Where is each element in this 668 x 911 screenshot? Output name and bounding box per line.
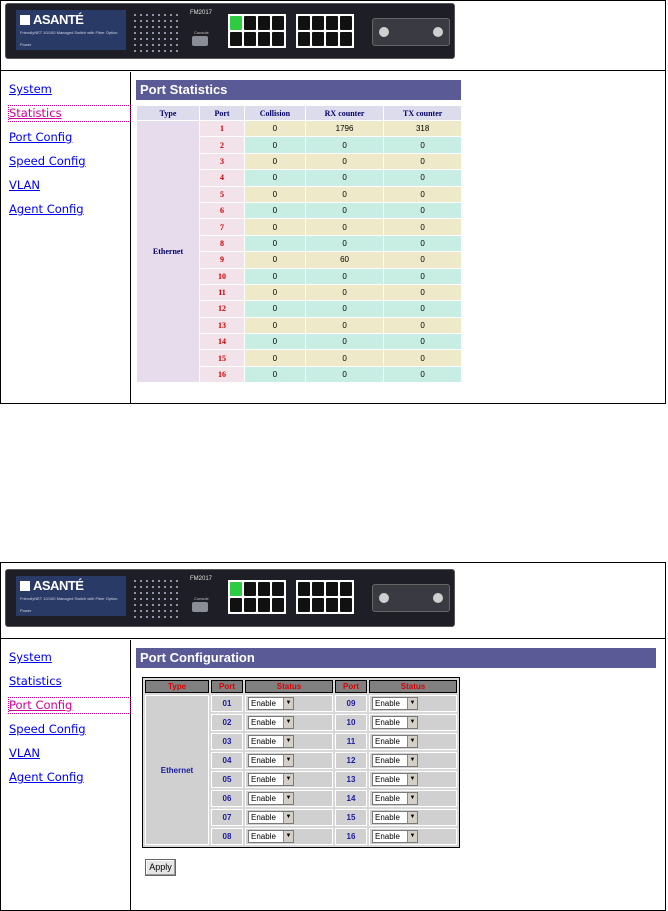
- port-status-select[interactable]: [372, 830, 418, 843]
- rx-counter-cell: 0: [306, 350, 384, 365]
- rx-counter-cell: 0: [306, 269, 384, 284]
- device-header: [1, 1, 665, 71]
- model-label: FM2017: [190, 576, 213, 582]
- port-icon: [340, 16, 352, 30]
- type-cell: Ethernet: [145, 695, 209, 845]
- sidebar-nav: [1, 640, 131, 910]
- nav-link-system[interactable]: System: [9, 650, 52, 664]
- nav-link-port-config[interactable]: Port Config: [9, 130, 73, 144]
- select-value: Enable: [375, 832, 400, 841]
- brand-logo: ASANTÉ: [33, 12, 84, 27]
- select-value: Enable: [251, 756, 276, 765]
- switch-front-panel: [5, 569, 455, 627]
- status-cell: [369, 695, 457, 712]
- port-status-select[interactable]: [372, 773, 418, 786]
- chevron-down-icon: ▼: [283, 736, 293, 747]
- select-value: Enable: [251, 737, 276, 746]
- rx-counter-cell: 0: [306, 334, 384, 349]
- collision-cell: 0: [245, 121, 305, 136]
- tx-counter-cell: 0: [384, 318, 461, 333]
- port-number-cell: 15: [335, 809, 367, 826]
- port-status-select[interactable]: [372, 792, 418, 805]
- port-icon: [258, 582, 270, 596]
- port-cell: 4: [200, 170, 244, 185]
- select-value: Enable: [251, 718, 276, 727]
- chevron-down-icon: ▼: [283, 717, 293, 728]
- tx-counter-cell: 0: [384, 285, 461, 300]
- column-header-port: Port: [211, 680, 243, 693]
- page-title: Port Configuration: [136, 648, 656, 668]
- port-number-cell: 02: [211, 714, 243, 731]
- collision-cell: 0: [245, 285, 305, 300]
- page-title: Port Statistics: [136, 80, 461, 100]
- tx-counter-cell: 0: [384, 137, 461, 152]
- nav-link-agent-config[interactable]: Agent Config: [9, 202, 84, 216]
- port-icon: [340, 598, 352, 612]
- nav-link-speed-config[interactable]: Speed Config: [9, 722, 86, 736]
- chevron-down-icon: ▼: [407, 698, 417, 709]
- collision-cell: 0: [245, 318, 305, 333]
- tx-counter-cell: 0: [384, 350, 461, 365]
- port-cell: 16: [200, 367, 244, 382]
- port-icon: [326, 582, 338, 596]
- rx-counter-cell: 1796: [306, 121, 384, 136]
- power-label: Power: [20, 42, 32, 47]
- port-status-select[interactable]: [248, 754, 294, 767]
- port-icon: [272, 582, 284, 596]
- select-value: Enable: [375, 718, 400, 727]
- nav-link-speed-config[interactable]: Speed Config: [9, 154, 86, 168]
- select-value: Enable: [375, 699, 400, 708]
- rx-counter-cell: 0: [306, 301, 384, 316]
- collision-cell: 0: [245, 187, 305, 202]
- device-description: FriendlyNET 10/100 Managed Switch with Fiber Option: [20, 30, 118, 35]
- collision-cell: 0: [245, 350, 305, 365]
- rx-counter-cell: 0: [306, 285, 384, 300]
- tx-counter-cell: 0: [384, 187, 461, 202]
- rx-counter-cell: 0: [306, 236, 384, 251]
- device-description: FriendlyNET 10/100 Managed Switch with Fiber Option: [20, 596, 118, 601]
- status-cell: [369, 752, 457, 769]
- chevron-down-icon: ▼: [283, 698, 293, 709]
- console-label: Console: [194, 30, 209, 35]
- port-status-select[interactable]: [248, 735, 294, 748]
- status-cell: [369, 714, 457, 731]
- status-cell: [369, 733, 457, 750]
- tx-counter-cell: 318: [384, 121, 461, 136]
- fiber-socket-icon: [433, 27, 443, 37]
- status-cell: [245, 714, 333, 731]
- nav-link-vlan[interactable]: VLAN: [9, 746, 41, 760]
- select-value: Enable: [375, 737, 400, 746]
- port-number-cell: 08: [211, 828, 243, 845]
- status-cell: [369, 790, 457, 807]
- statistics-screen: [0, 0, 666, 404]
- port-icon: [326, 598, 338, 612]
- nav-link-vlan[interactable]: VLAN: [9, 178, 41, 192]
- logo-mark-icon: [20, 581, 30, 591]
- collision-cell: 0: [245, 219, 305, 234]
- chevron-down-icon: ▼: [407, 812, 417, 823]
- power-label: Power: [20, 608, 32, 613]
- select-value: Enable: [251, 794, 276, 803]
- port-icon: [244, 598, 256, 612]
- collision-cell: 0: [245, 236, 305, 251]
- port-icon: [326, 16, 338, 30]
- collision-cell: 0: [245, 252, 305, 267]
- port-status-select[interactable]: [372, 754, 418, 767]
- port-status-select[interactable]: [372, 716, 418, 729]
- status-cell: [245, 828, 333, 845]
- tx-counter-cell: 0: [384, 219, 461, 234]
- port-number-cell: 09: [335, 695, 367, 712]
- chevron-down-icon: ▼: [407, 774, 417, 785]
- fiber-socket-icon: [433, 593, 443, 603]
- port-number-cell: 01: [211, 695, 243, 712]
- rx-counter-cell: 0: [306, 154, 384, 169]
- nav-link-port-config[interactable]: Port Config: [9, 698, 130, 713]
- port-icon: [272, 16, 284, 30]
- port-cell: 2: [200, 137, 244, 152]
- port-cell: 1: [200, 121, 244, 136]
- port-status-select[interactable]: [372, 735, 418, 748]
- rx-counter-cell: 0: [306, 318, 384, 333]
- port-icon: [312, 16, 324, 30]
- apply-button[interactable]: Apply: [145, 859, 176, 876]
- port-cell: 14: [200, 334, 244, 349]
- port-cell: 8: [200, 236, 244, 251]
- select-value: Enable: [251, 775, 276, 784]
- port-cell: 12: [200, 301, 244, 316]
- port-cell: 9: [200, 252, 244, 267]
- port-status-select[interactable]: [248, 773, 294, 786]
- type-cell: Ethernet: [137, 121, 199, 382]
- port-icon: [258, 32, 270, 46]
- fiber-socket-icon: [379, 27, 389, 37]
- port-number-cell: 06: [211, 790, 243, 807]
- rx-counter-cell: 0: [306, 219, 384, 234]
- status-leds: [132, 578, 182, 620]
- table-header-row: [137, 106, 461, 120]
- rx-counter-cell: 0: [306, 170, 384, 185]
- chevron-down-icon: ▼: [283, 793, 293, 804]
- status-cell: [245, 733, 333, 750]
- chevron-down-icon: ▼: [407, 717, 417, 728]
- port-number-cell: 04: [211, 752, 243, 769]
- port-status-select[interactable]: [248, 811, 294, 824]
- port-icon: [244, 582, 256, 596]
- status-leds: [132, 12, 182, 54]
- rx-counter-cell: 60: [306, 252, 384, 267]
- sidebar-nav: [1, 72, 131, 403]
- port-icon: [298, 598, 310, 612]
- console-port-icon: [192, 602, 208, 612]
- port-icon: [312, 32, 324, 46]
- fiber-socket-icon: [379, 593, 389, 603]
- port-cell: 13: [200, 318, 244, 333]
- table-header-row: [145, 680, 457, 693]
- brand-logo: ASANTÉ: [33, 578, 84, 593]
- port-cell: 11: [200, 285, 244, 300]
- port-icon: [272, 32, 284, 46]
- chevron-down-icon: ▼: [407, 831, 417, 842]
- port-cell: 10: [200, 269, 244, 284]
- port-number-cell: 10: [335, 714, 367, 731]
- brand-plate: [16, 10, 126, 50]
- table-row: [137, 121, 461, 136]
- port-icon: [340, 32, 352, 46]
- main-content: [132, 72, 665, 403]
- port-icon: [230, 598, 242, 612]
- status-cell: [245, 771, 333, 788]
- column-header-collision: Collision: [245, 106, 305, 120]
- port-icon: [244, 32, 256, 46]
- port-number-cell: 13: [335, 771, 367, 788]
- status-cell: [369, 809, 457, 826]
- logo-mark-icon: [20, 15, 30, 25]
- column-header-port: Port: [335, 680, 367, 693]
- rx-counter-cell: 0: [306, 137, 384, 152]
- chevron-down-icon: ▼: [407, 755, 417, 766]
- status-cell: [245, 809, 333, 826]
- nav-link-agent-config[interactable]: Agent Config: [9, 770, 84, 784]
- tx-counter-cell: 0: [384, 236, 461, 251]
- collision-cell: 0: [245, 334, 305, 349]
- port-icon: [298, 32, 310, 46]
- select-value: Enable: [251, 832, 276, 841]
- port-group-right: [296, 580, 354, 614]
- brand-plate: [16, 576, 126, 616]
- port-status-select[interactable]: [248, 716, 294, 729]
- port-cell: 6: [200, 203, 244, 218]
- collision-cell: 0: [245, 154, 305, 169]
- tx-counter-cell: 0: [384, 269, 461, 284]
- tx-counter-cell: 0: [384, 334, 461, 349]
- port-status-select[interactable]: [248, 697, 294, 710]
- nav-link-statistics[interactable]: Statistics: [9, 106, 130, 121]
- model-label: FM2017: [190, 10, 213, 16]
- column-header-type: Type: [137, 106, 199, 120]
- select-value: Enable: [251, 813, 276, 822]
- status-cell: [369, 771, 457, 788]
- port-icon: [312, 582, 324, 596]
- collision-cell: 0: [245, 367, 305, 382]
- status-cell: [245, 790, 333, 807]
- collision-cell: 0: [245, 203, 305, 218]
- port-cell: 3: [200, 154, 244, 169]
- chevron-down-icon: ▼: [407, 736, 417, 747]
- port-config-screen: [0, 562, 666, 911]
- collision-cell: 0: [245, 137, 305, 152]
- rx-counter-cell: 0: [306, 367, 384, 382]
- status-cell: [245, 695, 333, 712]
- port-icon: [298, 16, 310, 30]
- tx-counter-cell: 0: [384, 154, 461, 169]
- port-icon: [244, 16, 256, 30]
- status-cell: [369, 828, 457, 845]
- tx-counter-cell: 0: [384, 203, 461, 218]
- chevron-down-icon: ▼: [407, 793, 417, 804]
- port-status-select[interactable]: [248, 792, 294, 805]
- port-number-cell: 11: [335, 733, 367, 750]
- tx-counter-cell: 0: [384, 170, 461, 185]
- port-number-cell: 16: [335, 828, 367, 845]
- chevron-down-icon: ▼: [283, 831, 293, 842]
- collision-cell: 0: [245, 269, 305, 284]
- port-status-select[interactable]: [248, 830, 294, 843]
- port-cell: 7: [200, 219, 244, 234]
- column-header-status: Status: [245, 680, 333, 693]
- fiber-module-icon: [372, 584, 450, 612]
- port-icon: [312, 598, 324, 612]
- port-configuration-table: [142, 677, 460, 848]
- select-value: Enable: [375, 794, 400, 803]
- nav-link-system[interactable]: System: [9, 82, 52, 96]
- tx-counter-cell: 0: [384, 301, 461, 316]
- collision-cell: 0: [245, 301, 305, 316]
- main-content: [132, 640, 665, 910]
- port-icon: [272, 598, 284, 612]
- column-header-tx-counter: TX counter: [384, 106, 461, 120]
- port-group-right: [296, 14, 354, 48]
- port-cell: 15: [200, 350, 244, 365]
- port-icon: [298, 582, 310, 596]
- port-cell: 5: [200, 187, 244, 202]
- port-icon: [258, 16, 270, 30]
- select-value: Enable: [375, 756, 400, 765]
- tx-counter-cell: 0: [384, 367, 461, 382]
- column-header-type: Type: [145, 680, 209, 693]
- console-label: Console: [194, 596, 209, 601]
- column-header-status: Status: [369, 680, 457, 693]
- rx-counter-cell: 0: [306, 203, 384, 218]
- port-number-cell: 12: [335, 752, 367, 769]
- status-cell: [245, 752, 333, 769]
- port-icon: [230, 16, 242, 30]
- port-group-left: [228, 580, 286, 614]
- chevron-down-icon: ▼: [283, 774, 293, 785]
- port-number-cell: 03: [211, 733, 243, 750]
- rx-counter-cell: 0: [306, 187, 384, 202]
- chevron-down-icon: ▼: [283, 755, 293, 766]
- port-number-cell: 05: [211, 771, 243, 788]
- port-icon: [258, 598, 270, 612]
- collision-cell: 0: [245, 170, 305, 185]
- table-row: [145, 695, 457, 712]
- select-value: Enable: [375, 775, 400, 784]
- nav-link-statistics[interactable]: Statistics: [9, 674, 62, 688]
- fiber-module-icon: [372, 18, 450, 46]
- port-number-cell: 14: [335, 790, 367, 807]
- console-port-icon: [192, 36, 208, 46]
- port-number-cell: 07: [211, 809, 243, 826]
- chevron-down-icon: ▼: [283, 812, 293, 823]
- port-icon: [326, 32, 338, 46]
- column-header-port: Port: [200, 106, 244, 120]
- column-header-rx-counter: RX counter: [306, 106, 384, 120]
- port-group-left: [228, 14, 286, 48]
- port-icon: [230, 32, 242, 46]
- port-status-select[interactable]: [372, 697, 418, 710]
- device-header: [1, 563, 665, 639]
- tx-counter-cell: 0: [384, 252, 461, 267]
- port-icon: [340, 582, 352, 596]
- port-status-select[interactable]: [372, 811, 418, 824]
- port-statistics-table: [136, 105, 462, 383]
- port-icon: [230, 582, 242, 596]
- select-value: Enable: [251, 699, 276, 708]
- switch-front-panel: [5, 3, 455, 59]
- select-value: Enable: [375, 813, 400, 822]
